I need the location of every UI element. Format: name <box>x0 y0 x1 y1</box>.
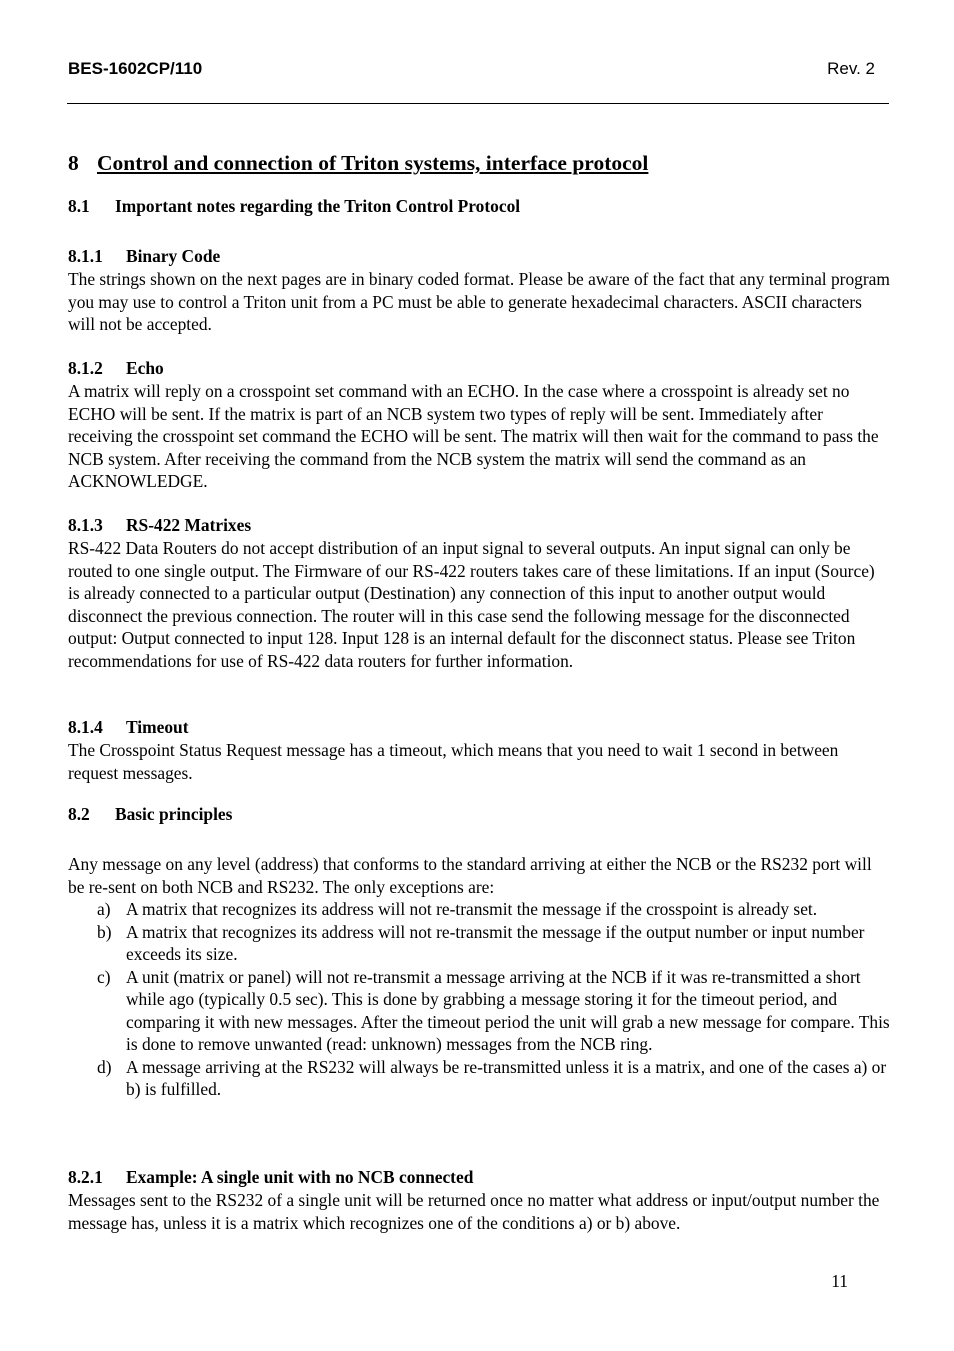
section-8-1-2-heading <box>68 358 164 379</box>
section-title: Control and connection of Triton systems, interface protocol <box>97 151 649 175</box>
section-number: 8.1 <box>68 196 90 216</box>
list-item <box>68 921 890 966</box>
example-paragraph: Messages sent to the RS232 of a single unit will be returned once no matter what address or input/output number the message has, unless it is a matrix which recognizes one of the conditions a) or b) above. <box>68 1190 880 1233</box>
section-8-1-4-heading <box>68 717 188 738</box>
list-marker: c) <box>97 966 111 987</box>
page-number: 11 <box>831 1271 848 1291</box>
exceptions-list <box>68 898 890 1101</box>
list-item-text: A matrix that recognizes its address will not re-transmit the message if the output number or input number exceeds its size. <box>126 921 865 964</box>
section-title: Echo <box>126 358 164 378</box>
rs422-paragraph: RS-422 Data Routers do not accept distribution of an input signal to several outputs. An input signal can only be routed to one single output. The Firmware of our RS-422 routers takes care of these limitations. If an input (Source) is already connected to a particular output (Destination) any connection of this input to another output would disconnect the previous connection. The router will in this case send the following message for the disconnected output: Output connected to input 128. Input 128 is an internal default for the disconnect status. Please see Triton recommendations for use of RS-422 data routers for further information. <box>68 538 875 671</box>
header-rule <box>67 103 889 104</box>
section-8-1-1-heading <box>68 246 220 267</box>
list-marker: b) <box>97 921 112 942</box>
timeout-paragraph: The Crosspoint Status Request message has a timeout, which means that you need to wait 1 second in between request messages. <box>68 740 839 783</box>
list-item-text: A message arriving at the RS232 will always be re-transmitted unless it is a matrix, and one of the cases a) or b) is fulfilled. <box>126 1056 887 1099</box>
section-8-2-1-heading <box>68 1167 473 1188</box>
section-title: Example: A single unit with no NCB connected <box>126 1167 474 1187</box>
list-marker: a) <box>97 899 111 919</box>
section-number: 8.2 <box>68 804 90 824</box>
section-8-2-heading <box>68 804 232 825</box>
document-id: BES-1602CP/110 <box>68 59 203 78</box>
section-title: Important notes regarding the Triton Control Protocol <box>115 196 521 216</box>
basic-principles-intro: Any message on any level (address) that conforms to the standard arriving at either the NCB or the RS232 port will be re-sent on both NCB and RS232. The only exceptions are: <box>68 854 872 897</box>
section-title: Binary Code <box>126 246 221 266</box>
list-item <box>68 898 890 921</box>
binary-code-paragraph: The strings shown on the next pages are in binary coded format. Please be aware of the fact that any terminal program you may use to control a Triton unit from a PC must be able to generate hexadecimal characters. ASCII characters will not be accepted. <box>68 269 890 334</box>
section-number: 8.1.4 <box>68 717 103 737</box>
list-item-text: A matrix that recognizes its address will not re-transmit the message if the crosspoint is already set. <box>126 899 818 919</box>
section-number: 8.1.2 <box>68 358 103 378</box>
section-number: 8.1.3 <box>68 515 103 535</box>
section-8-1-3-heading <box>68 515 251 536</box>
section-8-heading <box>68 151 648 176</box>
list-marker: d) <box>97 1056 112 1077</box>
list-item-text: A unit (matrix or panel) will not re-transmit a message arriving at the NCB if it was re-transmitted a short while ago (typically 0.5 sec). This is done by grabbing a message storing it for the timeout period, and comparing it with new messages. After the timeout period the unit will grab a new message for compare. This is done to remove unwanted (read: unknown) messages from the NCB ring. <box>126 966 890 1054</box>
echo-paragraph: A matrix will reply on a crosspoint set command with an ECHO. In the case where a crosspoint is already set no ECHO will be sent. If the matrix is part of an NCB system two types of reply will be sent. Immediately after receiving the crosspoint set command the ECHO will be sent. The matrix will then wait for the command to pass the NCB system. After receiving the command from the NCB system the matrix will send the command as an ACKNOWLEDGE. <box>68 381 879 491</box>
section-title: Basic principles <box>115 804 233 824</box>
section-8-1-heading <box>68 196 520 217</box>
list-item <box>68 966 890 1056</box>
section-title: Timeout <box>126 717 189 737</box>
section-number: 8.1.1 <box>68 246 103 266</box>
revision-label: Rev. 2 <box>827 59 875 78</box>
list-item <box>68 1056 890 1101</box>
section-number: 8.2.1 <box>68 1167 103 1187</box>
section-title: RS-422 Matrixes <box>126 515 252 535</box>
section-number: 8 <box>68 151 79 175</box>
